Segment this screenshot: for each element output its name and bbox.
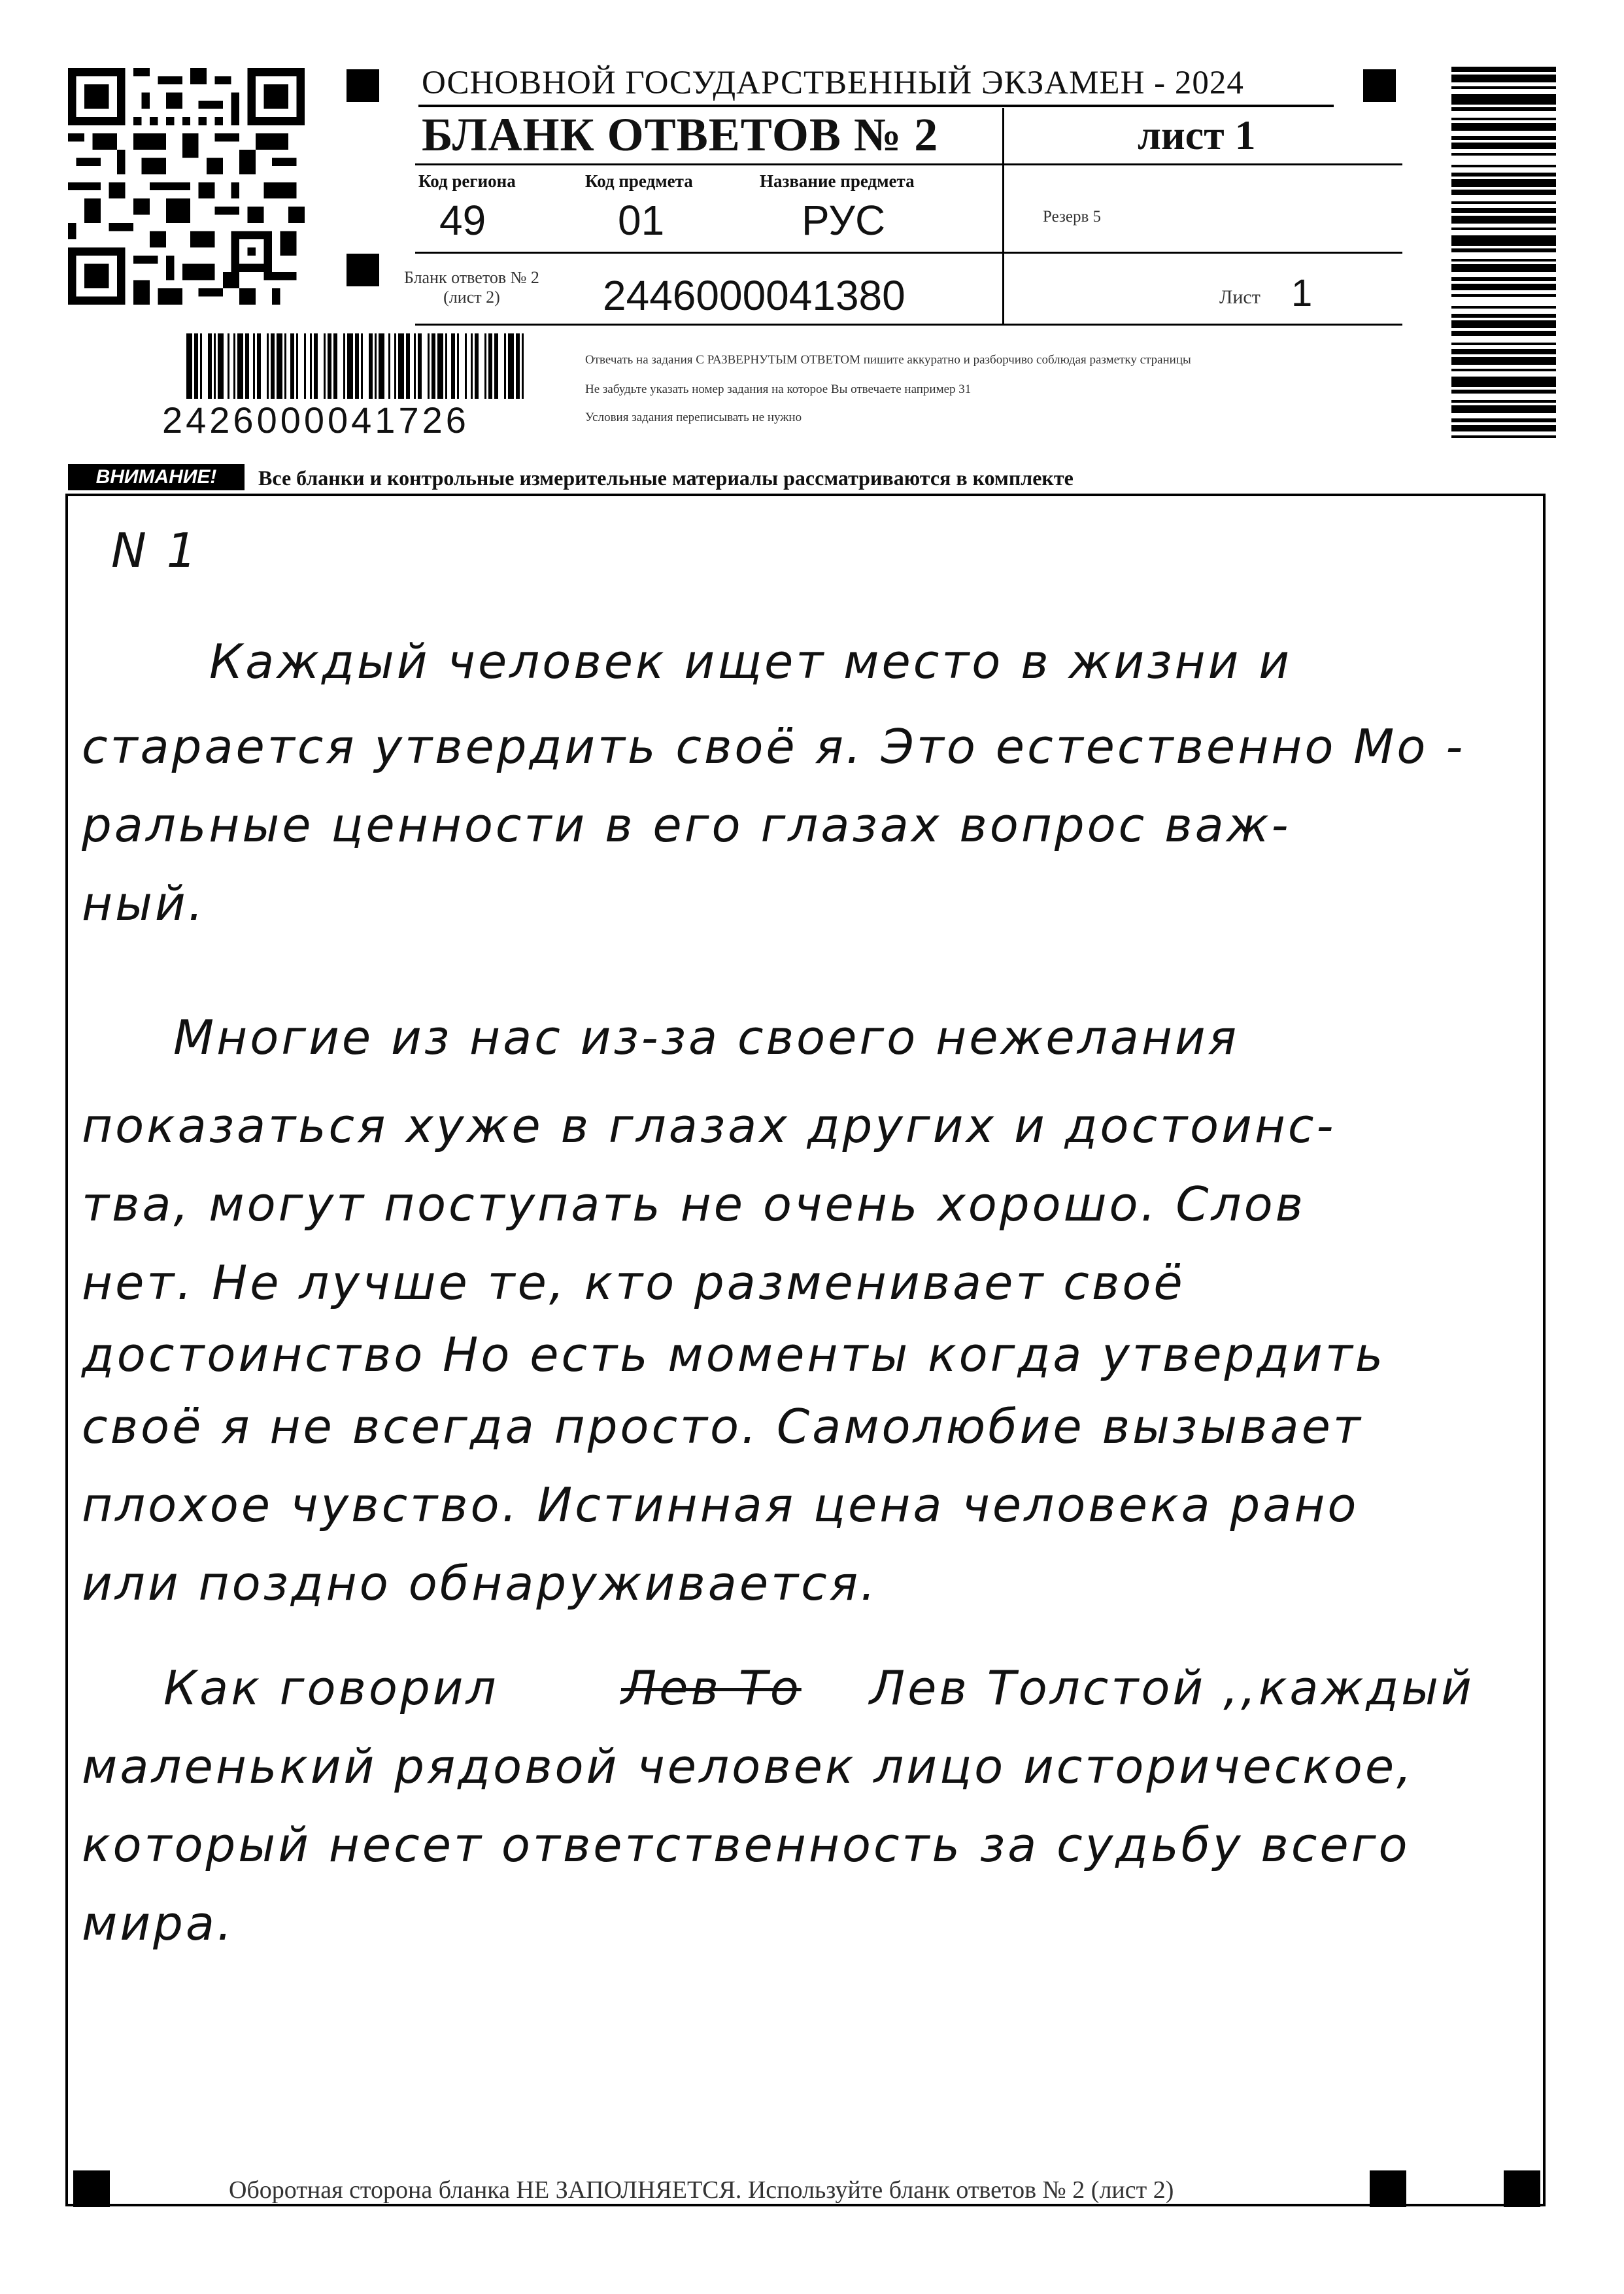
- instruction-line-3: Условия задания переписывать не нужно: [585, 411, 802, 424]
- answer-line: своё я не всегда просто. Самолюбие вызывает: [82, 1399, 1363, 1454]
- form-title: БЛАНК ОТВЕТОВ № 2: [422, 109, 939, 161]
- answer-line: Многие из нас из-за своего нежелания: [173, 1010, 1240, 1065]
- answer-line: нет. Не лучше те, кто разменивает своё: [82, 1255, 1185, 1310]
- task-number: N 1: [111, 523, 199, 578]
- answer-line: который несет ответственность за судьбу всего: [82, 1817, 1410, 1872]
- answer-line: маленький рядовой человек лицо историческое,: [82, 1739, 1415, 1794]
- subject-code-label: Код предмета: [585, 171, 693, 191]
- side-barcode: [1451, 67, 1556, 446]
- instruction-line-2: Не забудьте указать номер задания на которое Вы отвечаете например 31: [585, 382, 972, 396]
- subject-name-label: Название предмета: [760, 171, 915, 191]
- header-divider-3: [415, 324, 1402, 326]
- crossed-out-text: Лев То: [621, 1661, 802, 1715]
- title-underline: [418, 105, 1334, 107]
- instruction-line-1: Отвечать на задания С РАЗВЕРНУТЫМ ОТВЕТОМ пишите аккуратно и разборчиво соблюдая разметку страницы: [585, 353, 1191, 367]
- answer-line: показаться хуже в глазах других и достоинс-: [82, 1098, 1336, 1153]
- exam-title: ОСНОВНОЙ ГОСУДАРСТВЕННЫЙ ЭКЗАМЕН - 2024: [422, 65, 1244, 101]
- answer-line: Лев Толстой ,,каждый: [870, 1661, 1474, 1715]
- warning-text: Все бланки и контрольные измерительные материалы рассматриваются в комплекте: [258, 466, 1074, 490]
- region-code-label: Код региона: [418, 171, 516, 191]
- corner-marker-mid-left: [347, 254, 379, 286]
- form2-label-line2: (лист 2): [443, 288, 500, 307]
- header-divider-2: [415, 252, 1402, 254]
- sheet-title: лист 1: [1138, 112, 1256, 158]
- warning-badge: ВНИМАНИЕ!: [68, 464, 245, 490]
- answer-line: тва, могут поступать не очень хорошо. Слов: [82, 1177, 1306, 1232]
- qr-code: [68, 68, 305, 305]
- answer-line: старается утвердить своё я. Это естественно Мо -: [82, 719, 1466, 774]
- region-code-value: 49: [439, 197, 486, 244]
- corner-marker-top-left: [347, 69, 379, 102]
- form2-number: 2446000041380: [603, 272, 905, 319]
- sheet-number: 1: [1291, 272, 1313, 314]
- header-divider-1: [415, 163, 1402, 165]
- answer-line: мира.: [82, 1896, 235, 1951]
- answer-line: достоинство Но есть моменты когда утвердить: [82, 1327, 1386, 1382]
- reserve-label: Резерв 5: [1043, 208, 1102, 226]
- footer-note: Оборотная сторона бланка НЕ ЗАПОЛНЯЕТСЯ. Используйте бланк ответов № 2 (лист 2): [229, 2176, 1174, 2204]
- form2-label: [404, 268, 539, 307]
- form2-label-line1: Бланк ответов № 2: [404, 268, 539, 287]
- header-divider-vertical: [1002, 108, 1004, 324]
- answer-line: Каждый человек ищет место в жизни и: [209, 634, 1293, 689]
- barcode: [186, 333, 526, 399]
- answer-line: ральные ценности в его глазах вопрос важ-: [82, 798, 1291, 852]
- answer-line: Как говорил: [163, 1661, 499, 1715]
- barcode-number: 2426000041726: [162, 399, 469, 441]
- subject-code-value: 01: [618, 197, 665, 244]
- subject-name-value: РУС: [802, 197, 886, 244]
- sheet-label: Лист: [1219, 286, 1260, 308]
- answer-line: ный.: [82, 876, 206, 931]
- answer-line: или поздно обнаруживается.: [82, 1556, 878, 1611]
- answer-line: плохое чувство. Истинная цена человека рано: [82, 1477, 1359, 1532]
- corner-marker-top-right: [1363, 69, 1396, 102]
